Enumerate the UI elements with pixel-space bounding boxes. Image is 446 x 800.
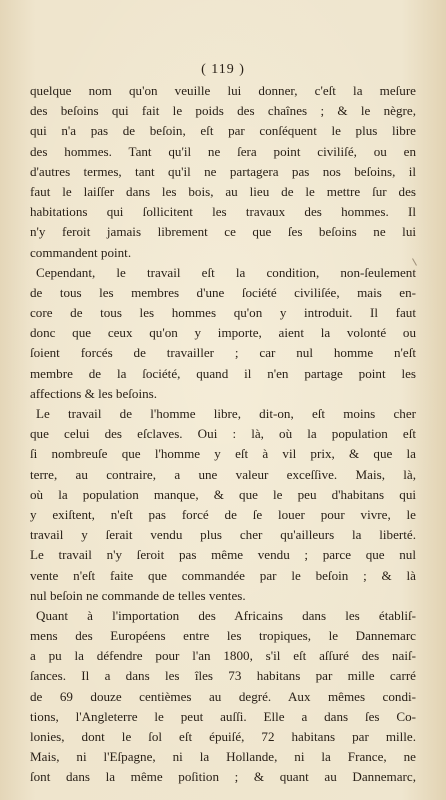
text-line: Le travail de l'homme libre, dit-on, eſt moins cher bbox=[36, 406, 416, 421]
text-line: vente n'eſt faite que commandée par le beſoin ; & là bbox=[30, 567, 416, 583]
text-line: Le travail n'y ſeroit pas même vendu ; parce que nul bbox=[30, 547, 416, 563]
text-line: Quant à l'importation des Africains dans les établiſ- bbox=[36, 607, 416, 623]
text-line: commandent point. bbox=[30, 244, 132, 260]
text-line: y exiſtent, n'eſt pas forcé de ſe louer pour vivre, le bbox=[30, 506, 416, 522]
text-line: nul beſoin ne commande de telles ventes. bbox=[30, 587, 246, 603]
text-line: faut le laiſſer dans les bois, au lieu de le mettre ſur des bbox=[30, 183, 416, 199]
text-line: core de tous les hommes qu'on y introduit. Il faut bbox=[30, 305, 416, 321]
text-line: mens des Européens entre les tropiques, le Dannemarc bbox=[30, 628, 416, 644]
text-line: des beſoins qui fait le poids des chaînes ; & le nègre, bbox=[30, 103, 416, 119]
text-line: terre, au contraire, a une valeur exceſſive. Mais, là, bbox=[30, 466, 416, 482]
page-number: ( 119 ) bbox=[201, 62, 245, 77]
text-line: lonies, dont le ſol eſt épuiſé, 72 habitans par mille. bbox=[30, 729, 416, 744]
text-line: affections & les beſoins. bbox=[30, 385, 158, 401]
text-line: d'autres termes, tant qu'il ne partagera pas nos beſoins, il bbox=[30, 163, 416, 179]
body-text bbox=[30, 81, 416, 788]
text-line: tions, l'Angleterre le peut auſſi. Elle a dans ſes Co- bbox=[30, 708, 416, 724]
text-line: donc que ceux qu'on y importe, aient la volonté ou bbox=[30, 325, 416, 341]
text-line: des hommes. Tant qu'il ne ſera point civiliſé, ou en bbox=[30, 143, 416, 159]
text-line: n'y feroit jamais librement ce que ſes beſoins ne lui bbox=[30, 224, 416, 240]
text-line: où la population manque, & que le peu d'habitans qui bbox=[30, 486, 416, 502]
text-line: de 69 douze centièmes au degré. Aux mêmes condi- bbox=[30, 688, 416, 704]
text-line: qui n'a pas de beſoin, eſt par conſéquent le plus libre bbox=[30, 123, 416, 139]
text-line: Mais, ni l'Eſpagne, ni la Hollande, ni la France, ne bbox=[30, 749, 416, 765]
text-line: ſances. Il a dans les îles 73 habitans par mille carré bbox=[30, 668, 416, 684]
text-line: a pu la défendre pour l'an 1800, s'il eſt aſſuré des naiſ- bbox=[30, 648, 416, 664]
text-line: ſont dans la même poſition ; & quant au Dannemarc, bbox=[30, 769, 416, 785]
text-line: Cependant, le travail eſt la condition, non-ſeulement bbox=[36, 264, 416, 280]
text-line: travail y ſerait vendu plus cher qu'ailleurs la liberté. bbox=[30, 527, 416, 543]
text-line: de tous les membres d'une ſociété civiliſée, mais en- bbox=[30, 284, 416, 300]
text-line: que celui des eſclaves. Oui : là, où la population eſt bbox=[30, 426, 416, 442]
text-line: ſi nombreuſe que l'homme y eſt à vil prix, & que la bbox=[30, 446, 416, 462]
text-line: habitations qui ſollicitent les travaux des hommes. Il bbox=[30, 204, 416, 220]
text-line: membre de la ſociété, quand il n'en partage point les bbox=[30, 365, 416, 381]
text-line: ſoient forcés de travailler ; car nul homme n'eſt bbox=[30, 345, 416, 361]
text-line: quelque nom qu'on veuille lui donner, c'eſt la meſure bbox=[30, 83, 416, 98]
